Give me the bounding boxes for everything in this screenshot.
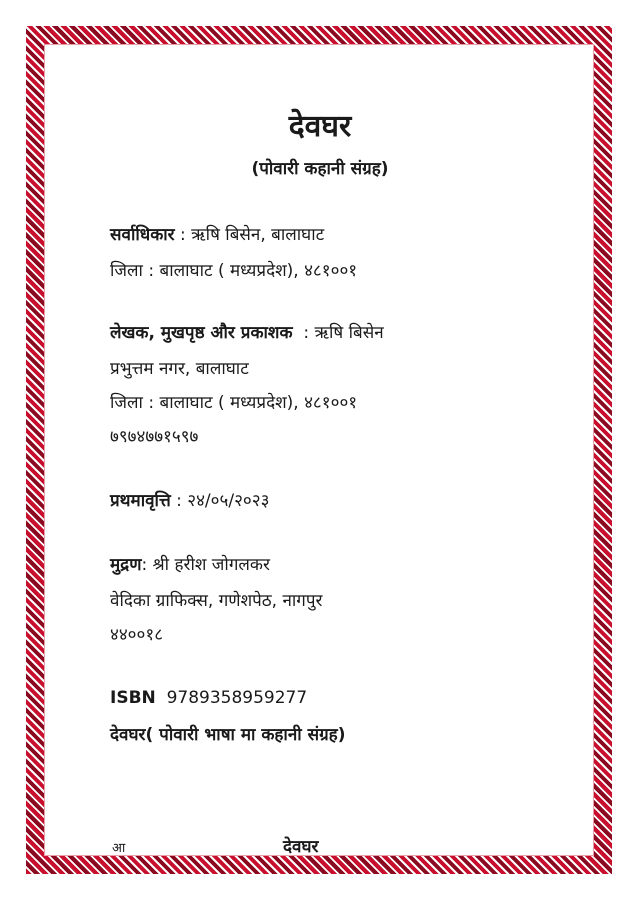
- edition-label: प्रथमावृत्ति: [110, 491, 171, 511]
- printing-pincode: ४४००१८: [110, 625, 164, 645]
- printing-value: : श्री हरीश जोगलकर: [141, 555, 270, 575]
- copyright-line: [110, 222, 324, 245]
- printing-label: मुद्रण: [110, 555, 142, 575]
- copyright-address: जिला : बालाघाट ( मध्यप्रदेश), ४८१००१: [110, 261, 358, 281]
- author-label: लेखक, मुखपृष्ठ और प्रकाशक: [110, 323, 293, 343]
- author-value: : ऋषि बिसेन: [292, 323, 384, 343]
- printing-address: वेदिका ग्राफिक्स, गणेशपेठ, नागपुर: [110, 591, 323, 611]
- printing-line: [110, 552, 270, 575]
- isbn-label: ISBN: [110, 688, 156, 708]
- isbn-value: 9789358959277: [155, 688, 308, 708]
- book-subtitle: (पोवारी कहानी संग्रह): [251, 159, 389, 179]
- isbn-line: [110, 688, 307, 708]
- book-description-line: देवघर( पोवारी भाषा मा कहानी संग्रह): [110, 725, 346, 745]
- book-title: देवघर: [288, 109, 352, 144]
- author-phone: ७९७४७७१५९७: [110, 427, 199, 447]
- edition-value: : २४/०५/२०२३: [170, 491, 270, 511]
- copyright-label: सर्वाधिकार: [110, 225, 175, 245]
- edition-line: [110, 488, 269, 511]
- footer-title: देवघर: [283, 837, 319, 857]
- copyright-value: : ऋषि बिसेन, बालाघाट: [174, 225, 325, 245]
- author-line: [110, 320, 384, 343]
- author-address-1: प्रभुत्तम नगर, बालाघाट: [110, 359, 249, 379]
- page-number: आ: [112, 841, 126, 856]
- author-address-2: जिला : बालाघाट ( मध्यप्रदेश), ४८१००१: [110, 393, 358, 413]
